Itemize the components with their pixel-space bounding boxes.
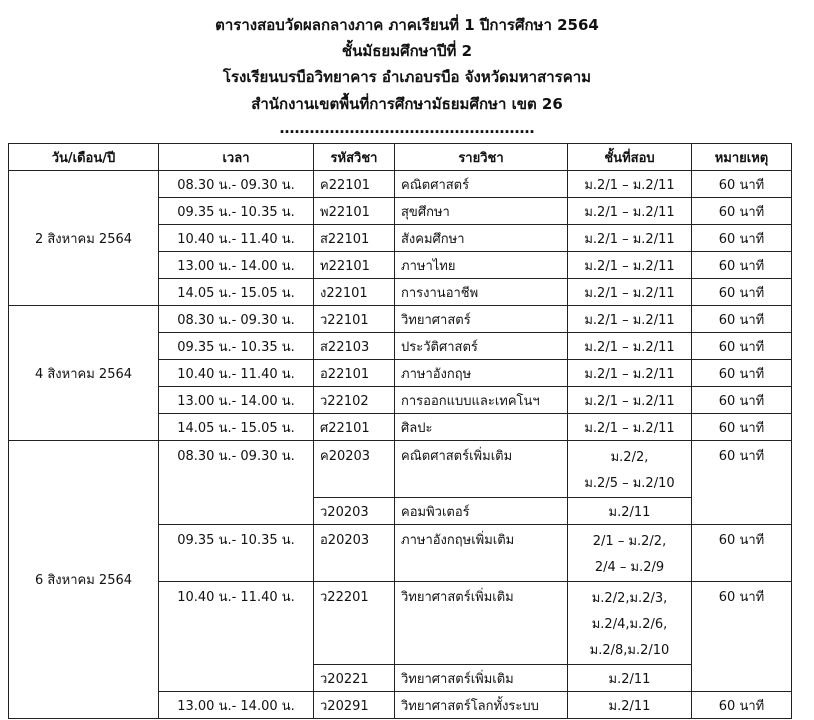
header-note: หมายเหตุ (692, 144, 792, 171)
exam-note: 60 นาที (692, 225, 792, 252)
exam-time: 08.30 น.- 09.30 น. (159, 171, 314, 198)
header-code: รหัสวิชา (314, 144, 395, 171)
exam-classes: ม.2/11 (568, 498, 692, 525)
subject-code: ง22101 (314, 279, 395, 306)
exam-classes: ม.2/1 – ม.2/11 (568, 414, 692, 441)
exam-time: 09.35 น.- 10.35 น. (159, 525, 314, 582)
exam-schedule-table (8, 143, 792, 719)
header-subject: รายวิชา (395, 144, 568, 171)
subject-name: สุขศึกษา (395, 198, 568, 225)
table-row (9, 171, 792, 198)
subject-name: คณิตศาสตร์เพิ่มเติม (395, 441, 568, 498)
grade-level-title: ชั้นมัธยมศึกษาปีที่ 2 (341, 42, 473, 60)
exam-classes: ม.2/1 – ม.2/11 (568, 225, 692, 252)
table-row (9, 441, 792, 498)
exam-time: 10.40 น.- 11.40 น. (159, 582, 314, 692)
subject-code: อ20203 (314, 525, 395, 582)
exam-classes: ม.2/11 (568, 692, 692, 719)
subject-name: ภาษาอังกฤษ (395, 360, 568, 387)
subject-name: ภาษาอังกฤษเพิ่มเติม (395, 525, 568, 582)
subject-code: ค22101 (314, 171, 395, 198)
exam-classes: ม.2/1 – ม.2/11 (568, 306, 692, 333)
subject-name: วิทยาศาสตร์โลกทั้งระบบ (395, 692, 568, 719)
subject-code: อ22101 (314, 360, 395, 387)
exam-note: 60 นาที (692, 692, 792, 719)
exam-time: 08.30 น.- 09.30 น. (159, 306, 314, 333)
subject-code: ว22201 (314, 582, 395, 665)
exam-time: 14.05 น.- 15.05 น. (159, 279, 314, 306)
district-office-title: สำนักงานเขตพื้นที่การศึกษามัธยมศึกษา เขต 26 (251, 95, 563, 113)
subject-name: การออกแบบและเทคโนฯ (395, 387, 568, 414)
exam-note: 60 นาที (692, 525, 792, 582)
subject-name: คอมพิวเตอร์ (395, 498, 568, 525)
exam-classes: ม.2/1 – ม.2/11 (568, 198, 692, 225)
exam-note: 60 นาที (692, 360, 792, 387)
subject-code: ส22101 (314, 225, 395, 252)
exam-classes: ม.2/11 (568, 665, 692, 692)
header-time: เวลา (159, 144, 314, 171)
exam-time: 13.00 น.- 14.00 น. (159, 252, 314, 279)
subject-code: ส22103 (314, 333, 395, 360)
exam-classes-line: 2/4 – ม.2/9 (594, 560, 665, 575)
exam-time: 14.05 น.- 15.05 น. (159, 414, 314, 441)
subject-code: ว20291 (314, 692, 395, 719)
exam-time: 10.40 น.- 11.40 น. (159, 360, 314, 387)
subject-name: การงานอาชีพ (395, 279, 568, 306)
exam-time: 13.00 น.- 14.00 น. (159, 387, 314, 414)
subject-code: ว20203 (314, 498, 395, 525)
subject-name: สังคมศึกษา (395, 225, 568, 252)
subject-name: ประวัติศาสตร์ (395, 333, 568, 360)
school-title: โรงเรียนบรบือวิทยาคาร อำเภอบรบือ จังหวัดมหาสารคาม (222, 68, 592, 86)
subject-name: คณิตศาสตร์ (395, 171, 568, 198)
header-level: ชั้นที่สอบ (568, 144, 692, 171)
subject-code: ว22101 (314, 306, 395, 333)
subject-code: ว22102 (314, 387, 395, 414)
exam-date: 4 สิงหาคม 2564 (9, 306, 159, 441)
exam-classes: ม.2/1 – ม.2/11 (568, 279, 692, 306)
exam-note: 60 นาที (692, 387, 792, 414)
exam-classes-line: 2/1 – ม.2/2, (592, 534, 667, 549)
exam-note: 60 นาที (692, 279, 792, 306)
subject-name: ศิลปะ (395, 414, 568, 441)
subject-code: ว20221 (314, 665, 395, 692)
exam-classes-line: ม.2/2, (610, 450, 649, 465)
exam-time: 09.35 น.- 10.35 น. (159, 198, 314, 225)
subject-code: ท22101 (314, 252, 395, 279)
subject-name: วิทยาศาสตร์ (395, 306, 568, 333)
exam-classes-line: ม.2/2,ม.2/3, (591, 591, 668, 606)
schedule-title: ตารางสอบวัดผลกลางภาค ภาคเรียนที่ 1 ปีการศึกษา 2564 (215, 16, 599, 34)
exam-classes (568, 582, 692, 665)
exam-note: 60 นาที (692, 414, 792, 441)
exam-classes: ม.2/1 – ม.2/11 (568, 333, 692, 360)
subject-code: พ22101 (314, 198, 395, 225)
exam-note: 60 นาที (692, 582, 792, 692)
table-row (9, 306, 792, 333)
subject-name: ภาษาไทย (395, 252, 568, 279)
exam-time: 09.35 น.- 10.35 น. (159, 333, 314, 360)
exam-time: 13.00 น.- 14.00 น. (159, 692, 314, 719)
exam-note: 60 นาที (692, 306, 792, 333)
exam-time: 08.30 น.- 09.30 น. (159, 441, 314, 525)
exam-classes-line: ม.2/4,ม.2/6, (591, 617, 668, 632)
exam-classes-line: ม.2/8,ม.2/10 (589, 643, 670, 658)
exam-date: 6 สิงหาคม 2564 (9, 441, 159, 719)
exam-classes: ม.2/1 – ม.2/11 (568, 387, 692, 414)
header-date: วัน/เดือน/ปี (9, 144, 159, 171)
exam-note: 60 นาที (692, 333, 792, 360)
title-separator: …………………………………………… (279, 119, 535, 137)
subject-name: วิทยาศาสตร์เพิ่มเติม (395, 582, 568, 665)
exam-note: 60 นาที (692, 198, 792, 225)
exam-classes: ม.2/1 – ม.2/11 (568, 252, 692, 279)
subject-name: วิทยาศาสตร์เพิ่มเติม (395, 665, 568, 692)
exam-classes: ม.2/1 – ม.2/11 (568, 360, 692, 387)
table-header-row (9, 144, 792, 171)
exam-date: 2 สิงหาคม 2564 (9, 171, 159, 306)
exam-note: 60 นาที (692, 441, 792, 525)
subject-code: ค20203 (314, 441, 395, 498)
exam-classes (568, 525, 692, 582)
exam-classes-line: ม.2/5 – ม.2/10 (584, 476, 675, 491)
exam-note: 60 นาที (692, 252, 792, 279)
exam-classes (568, 441, 692, 498)
exam-time: 10.40 น.- 11.40 น. (159, 225, 314, 252)
exam-classes: ม.2/1 – ม.2/11 (568, 171, 692, 198)
exam-note: 60 นาที (692, 171, 792, 198)
subject-code: ศ22101 (314, 414, 395, 441)
